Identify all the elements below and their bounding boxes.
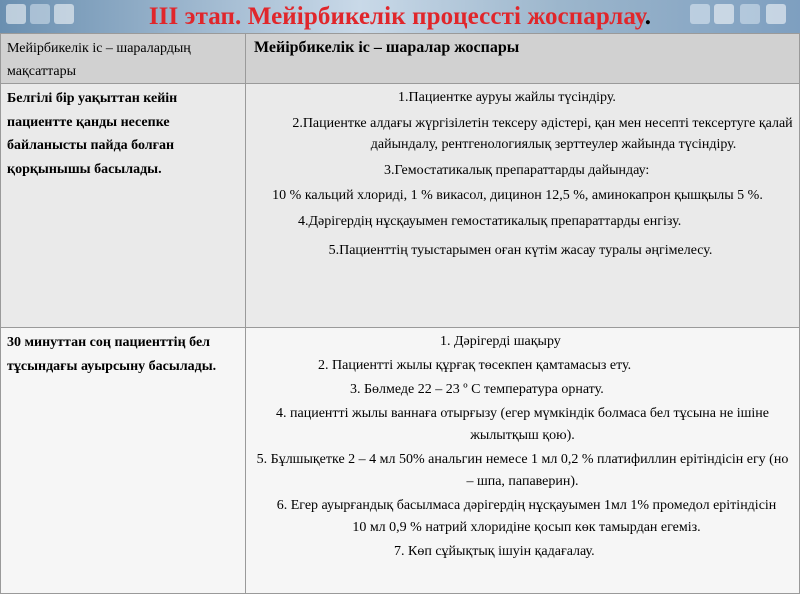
plan-step-list — [246, 84, 799, 264]
plan-step: 2.Пациентке алдағы жүргізілетін тексеру әдістері, қан мен несепті тексертуге қалай дайындалу, рентгенологиялық зерттеулер жайында түсіндіру. — [292, 116, 793, 152]
plan-step: 2. Пациентті жылы құрғақ төсекпен қамтамасыз ету. — [318, 358, 632, 373]
goal-text: Белгілі бір уақыттан кейін пациентте қанды несепке байланысты пайда болған қорқынышы басылады. — [7, 91, 178, 177]
plan-step: 7. Көп сұйықтық ішуін қадағалау. — [394, 544, 595, 559]
page-title — [0, 2, 800, 32]
plan-step: 10 % кальций хлориді, 1 % викасол, дицинон 12,5 %, аминокапрон қышқылы 5 %. — [272, 188, 763, 203]
plan-cell — [246, 328, 800, 594]
goal-cell — [1, 84, 246, 328]
header-cell-goals — [1, 34, 246, 84]
plan-step: 1.Пациентке ауруы жайлы түсіндіру. — [398, 90, 616, 105]
plan-step: 1. Дәрігерді шақыру — [440, 334, 561, 349]
plan-step: 4. пациентті жылы ваннаға отырғызу (егер мүмкіндік болмаса бел тұсына не ішіне жылытқыш қою). — [276, 406, 769, 443]
plan-step: 5.Пациенттің туыстарымен оған күтім жасау туралы әңгімелесу. — [328, 243, 713, 258]
header-plan-label: Мейірбикелік іс – шаралар жоспары — [254, 39, 520, 56]
header-goals-label: Мейірбикелік іс – шаралардың мақсаттары — [7, 41, 191, 79]
header-cell-plan — [246, 34, 800, 84]
plan-step: 3.Гемостатикалық препараттарды дайындау: — [384, 163, 650, 178]
plan-step-list — [246, 328, 799, 563]
page-title-period: . — [644, 3, 652, 30]
table-row — [1, 84, 800, 328]
plan-cell — [246, 84, 800, 328]
table-header-row — [1, 34, 800, 84]
goal-text: 30 минуттан соң пациенттің бел тұсындағы ауырсыну басылады. — [7, 335, 217, 374]
page-title-text: ІІІ этап. Мейірбикелік процессті жоспарлау — [148, 3, 645, 30]
nursing-plan-table — [0, 33, 800, 594]
goal-cell — [1, 328, 246, 594]
plan-step: 3. Бөлмеде 22 – 23 º С температура орнату. — [350, 382, 604, 397]
plan-step: 6. Егер ауырғандық басылмаса дәрігердің нұсқауымен 1мл 1% промедол ерітіндісін 10 мл 0,9 % натрий хлоридіне қосып көк тамырдан егеміз. — [276, 498, 777, 535]
table-row — [1, 328, 800, 594]
plan-step: 4.Дәрігердің нұсқауымен гемостатикалық препараттарды енгізу. — [298, 214, 682, 229]
plan-step: 5. Бұлшықетке 2 – 4 мл 50% анальгин немесе 1 мл 0,2 % платифиллин ерітіндісін егу (но – шпа, папаверин). — [256, 452, 789, 489]
